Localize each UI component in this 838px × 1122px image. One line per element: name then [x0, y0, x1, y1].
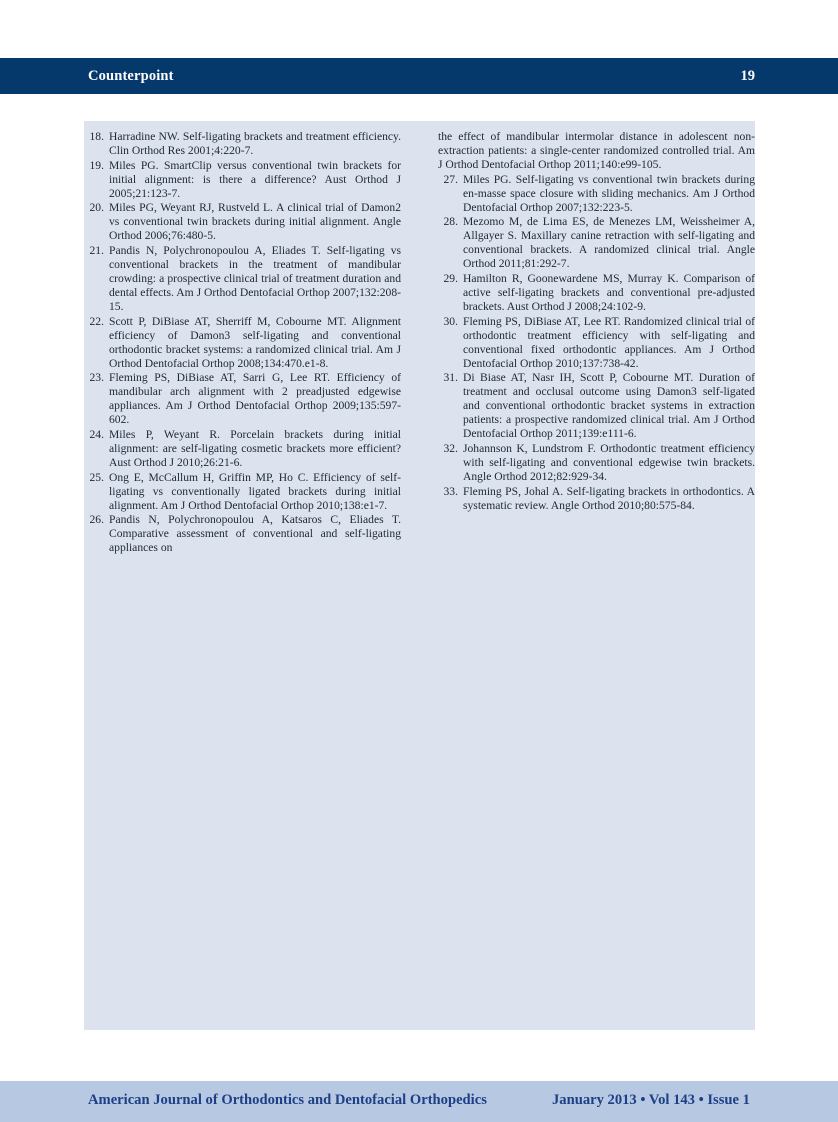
- reference-item: [84, 471, 401, 513]
- running-head-band: [0, 58, 838, 94]
- reference-item: [438, 315, 755, 371]
- reference-text: Harradine NW. Self-ligating brackets and treatment efficiency. Clin Orthod Res 2001;4:220-7.: [109, 130, 401, 158]
- reference-text: Hamilton R, Goonewardene MS, Murray K. Comparison of active self-ligating brackets and conventional pre-adjusted brackets. Aust Orthod J 2008;24:102-9.: [463, 271, 755, 314]
- reference-text: Johannson K, Lundstrom F. Orthodontic treatment efficiency with self-ligating and conventional edgewise twin brackets. Angle Orthod 2012;82:929-34.: [463, 442, 755, 484]
- reference-item: [84, 513, 401, 555]
- reference-text: Mezomo M, de Lima ES, de Menezes LM, Weissheimer A, Allgayer S. Maxillary canine retraction with self-ligating and conventional brackets. A randomized clinical trial. Angle Orthod 2011;81:292-7.: [463, 215, 755, 271]
- reference-number: 28.: [443, 215, 458, 229]
- reference-number: 22.: [89, 314, 104, 328]
- reference-text: Miles PG. SmartClip versus conventional twin brackets for initial alignment: is there a difference? Aust Orthod J 2005;21:123-7.: [109, 158, 401, 200]
- reference-text: Fleming PS, Johal A. Self-ligating brackets in orthodontics. A systematic review. Angle Orthod 2010;80:575-84.: [463, 484, 755, 512]
- reference-text: Miles PG. Self-ligating vs conventional twin brackets during en-masse space closure with sliding mechanics. Am J Orthod Dentofacial Orthop 2007;132:223-5.: [463, 172, 755, 214]
- reference-item: [438, 371, 755, 441]
- reference-item: [438, 130, 755, 172]
- reference-item: [438, 215, 755, 271]
- reference-column-left: [84, 130, 401, 556]
- reference-text: the effect of mandibular intermolar distance in adolescent non-extraction patients: a single-center randomized controlled trial. Am J Orthod Dentofacial Orthop 2011;140:e99-105.: [438, 130, 755, 172]
- reference-item: [84, 315, 401, 371]
- reference-number: 23.: [89, 371, 104, 385]
- reference-columns: [84, 130, 755, 556]
- reference-item: [438, 272, 755, 314]
- reference-column-right: [438, 130, 755, 556]
- reference-item: [84, 244, 401, 314]
- reference-number: 27.: [443, 172, 458, 186]
- reference-number: 26.: [89, 513, 104, 527]
- reference-text: Pandis N, Polychronopoulou A, Eliades T. Self-ligating vs conventional brackets in the treatment of mandibular crowding: a prospective clinical trial of treatment duration and dental effects. Am J Orthod Dentofacial Orthop 2007;132:208-15.: [109, 243, 401, 314]
- reference-list-right: [438, 130, 755, 513]
- reference-item: [84, 130, 401, 158]
- footer-band: [0, 1081, 838, 1122]
- reference-number: 30.: [443, 314, 458, 328]
- reference-item: [438, 485, 755, 513]
- reference-text: Miles P, Weyant R. Porcelain brackets during initial alignment: are self-ligating cosmetic brackets more efficient? Aust Orthod J 2010;26:21-6.: [109, 427, 401, 470]
- reference-text: Miles PG, Weyant RJ, Rustveld L. A clinical trial of Damon2 vs conventional twin brackets during initial alignment. Angle Orthod 2006;76:480-5.: [109, 201, 401, 243]
- reference-text: Pandis N, Polychronopoulou A, Katsaros C, Eliades T. Comparative assessment of conventional and self-ligating appliances on: [109, 513, 401, 555]
- reference-item: [84, 371, 401, 427]
- reference-number: 18.: [89, 130, 104, 143]
- reference-text: Fleming PS, DiBiase AT, Sarri G, Lee RT. Efficiency of mandibular arch alignment with 2 preadjusted edgewise appliances. Am J Orthod Dentofacial Orthop 2009;135:597-602.: [109, 371, 401, 427]
- reference-item: [84, 201, 401, 243]
- reference-text: Scott P, DiBiase AT, Sherriff M, Cobourne MT. Alignment efficiency of Damon3 self-ligating and conventional orthodontic bracket systems: a randomized clinical trial. Am J Orthod Dentofacial Orthop 2008;134:470.e1-8.: [109, 314, 401, 370]
- reference-text: Fleming PS, DiBiase AT, Lee RT. Randomized clinical trial of orthodontic treatment efficiency with self-ligating and conventional fixed orthodontic appliances. Am J Orthod Dentofacial Orthop 2010;137:738-42.: [463, 314, 755, 370]
- reference-number: 25.: [89, 470, 104, 484]
- reference-number: 32.: [443, 442, 458, 456]
- reference-number: 33.: [443, 484, 458, 498]
- reference-number: 24.: [89, 427, 104, 441]
- reference-item: [84, 428, 401, 470]
- running-head-title: Counterpoint: [88, 67, 174, 84]
- reference-number: 29.: [443, 271, 458, 285]
- reference-item: [438, 442, 755, 484]
- reference-text: Ong E, McCallum H, Griffin MP, Ho C. Efficiency of self-ligating vs conventionally ligated brackets during initial alignment. Am J Orthod Dentofacial Orthop 2010;138:e1-7.: [109, 470, 401, 512]
- footer-issue-info: January 2013 • Vol 143 • Issue 1: [552, 1092, 750, 1108]
- reference-number: 31.: [443, 371, 458, 385]
- reference-number: 20.: [89, 201, 104, 215]
- reference-number: 19.: [89, 158, 104, 172]
- reference-list-left: [84, 130, 401, 555]
- reference-text: Di Biase AT, Nasr IH, Scott P, Cobourne MT. Duration of treatment and occlusal outcome using Damon3 self-ligated and conventional orthodontic bracket systems in extraction patients: a prospective randomized clinical trial. Am J Orthod Dentofacial Orthop 2011;139:e111-6.: [463, 371, 755, 441]
- reference-item: [84, 159, 401, 201]
- footer-journal-name: American Journal of Orthodontics and Dentofacial Orthopedics: [88, 1092, 487, 1108]
- reference-number: 21.: [89, 243, 104, 257]
- page-number: 19: [740, 67, 755, 84]
- reference-item: [438, 173, 755, 215]
